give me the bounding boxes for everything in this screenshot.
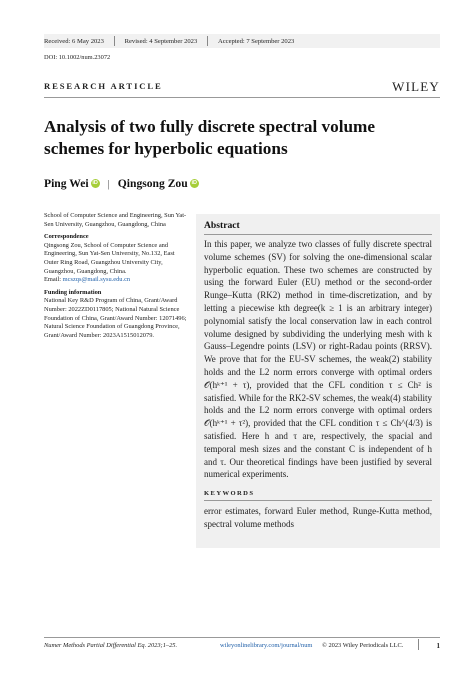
abstract-body: In this paper, we analyze two classes of fully discrete spectral volume schemes (SV) for solving the one-dimensional scalar hyperbolic equation. These two schemes are constructed by using the forward Euler (EU) method or the second-order Runge–Kutta (RK2) method in time-discretization, and by letting a piecewise kth degree(k ≥ 1 is an arbitrary integer) polynomial satisfy the local conservation law in each control volume designed by subdividing the underlying mesh with k Gauss–Legendre points (LSV) or right-Radau points (RRSV). We prove that for the EU-SV schemes, the weak(2) stability holds and the L2 norm errors converge with optimal orders 𝒪(hᵏ⁺¹ + τ), provided that the CFL condition τ ≤ Ch² is satisfied. While for the RK2-SV schemes, the weak(4) stability holds and the L2 norm errors converge with optimal orders 𝒪(hᵏ⁺¹ + τ²), provided that the CFL condition τ ≤ Ch^(4/3) is satisfied. Here h and τ are, respectively, the spacial and temporal mesh sizes and the constant C is independent of h and τ. Our theoretical findings have been justified by several numerical experiments. (204, 239, 432, 480)
email-line (44, 276, 190, 285)
paper-title: Analysis of two fully discrete spectral volume schemes for hyperbolic equations (44, 117, 375, 158)
doi[interactable]: DOI: 10.1002/num.23072 (44, 54, 111, 61)
divider (418, 639, 419, 650)
affiliation: School of Computer Science and Engineering, Sun Yat-Sen University, Guangzhou, Guangdong, China (44, 212, 187, 228)
copyright-notice: © 2023 Wiley Periodicals LLC. (322, 642, 404, 649)
abstract-heading: Abstract (204, 220, 432, 235)
funding-heading: Funding information (44, 288, 102, 296)
footer-rule (44, 637, 440, 638)
author-list (44, 177, 199, 190)
author-separator: | (107, 177, 110, 190)
accepted-date: Accepted: 7 September 2023 (217, 37, 295, 45)
abstract-box (196, 214, 440, 548)
keywords-list: error estimates, forward Euler method, Runge-Kutta method, spectral volume methods (204, 506, 432, 529)
keywords-heading: KEYWORDS (204, 490, 432, 501)
received-date: Received: 6 May 2023 (44, 37, 104, 45)
author-name[interactable]: Ping Wei (44, 177, 89, 190)
header-rule (44, 97, 440, 98)
funding-block (44, 289, 190, 341)
article-type: RESEARCH ARTICLE (44, 81, 163, 91)
correspondence-text: Qingsong Zou, School of Computer Science and Engineering, Sun Yat-Sen University, No.132, East Outer Ring Road, Guangzhou University City, Guangzhou, Guangdong, China. (44, 241, 175, 275)
revised-date: Revised: 4 September 2023 (124, 37, 198, 45)
publisher-logo: WILEY (392, 79, 440, 94)
email-link[interactable]: mcszqs@mail.sysu.edu.cn (62, 276, 131, 284)
email-label: Email: (44, 276, 62, 284)
journal-url-link[interactable]: wileyonlinelibrary.com/journal/num (220, 642, 313, 649)
orcid-icon[interactable]: iD (191, 180, 197, 186)
publication-dates-bar (44, 34, 440, 48)
funding-text: National Key R&D Program of China, Grant/Award Number: 2022ZD0117805; National Natural Science Foundation of China, Grant/Award Number: 12071496; Natural Science Foundation of Guangdong Province, Grant/Award Number: 2023A1515012079. (44, 297, 187, 339)
author-name[interactable]: Qingsong Zou (117, 177, 188, 190)
journal-citation: Numer Methods Partial Differential Eq. 2023;1–25. (44, 642, 178, 649)
correspondence-heading: Correspondence (44, 233, 89, 241)
correspondence-block (44, 233, 190, 285)
author-info-column (44, 212, 190, 344)
page-number: 1 (436, 642, 440, 650)
orcid-icon[interactable]: iD (92, 180, 98, 186)
